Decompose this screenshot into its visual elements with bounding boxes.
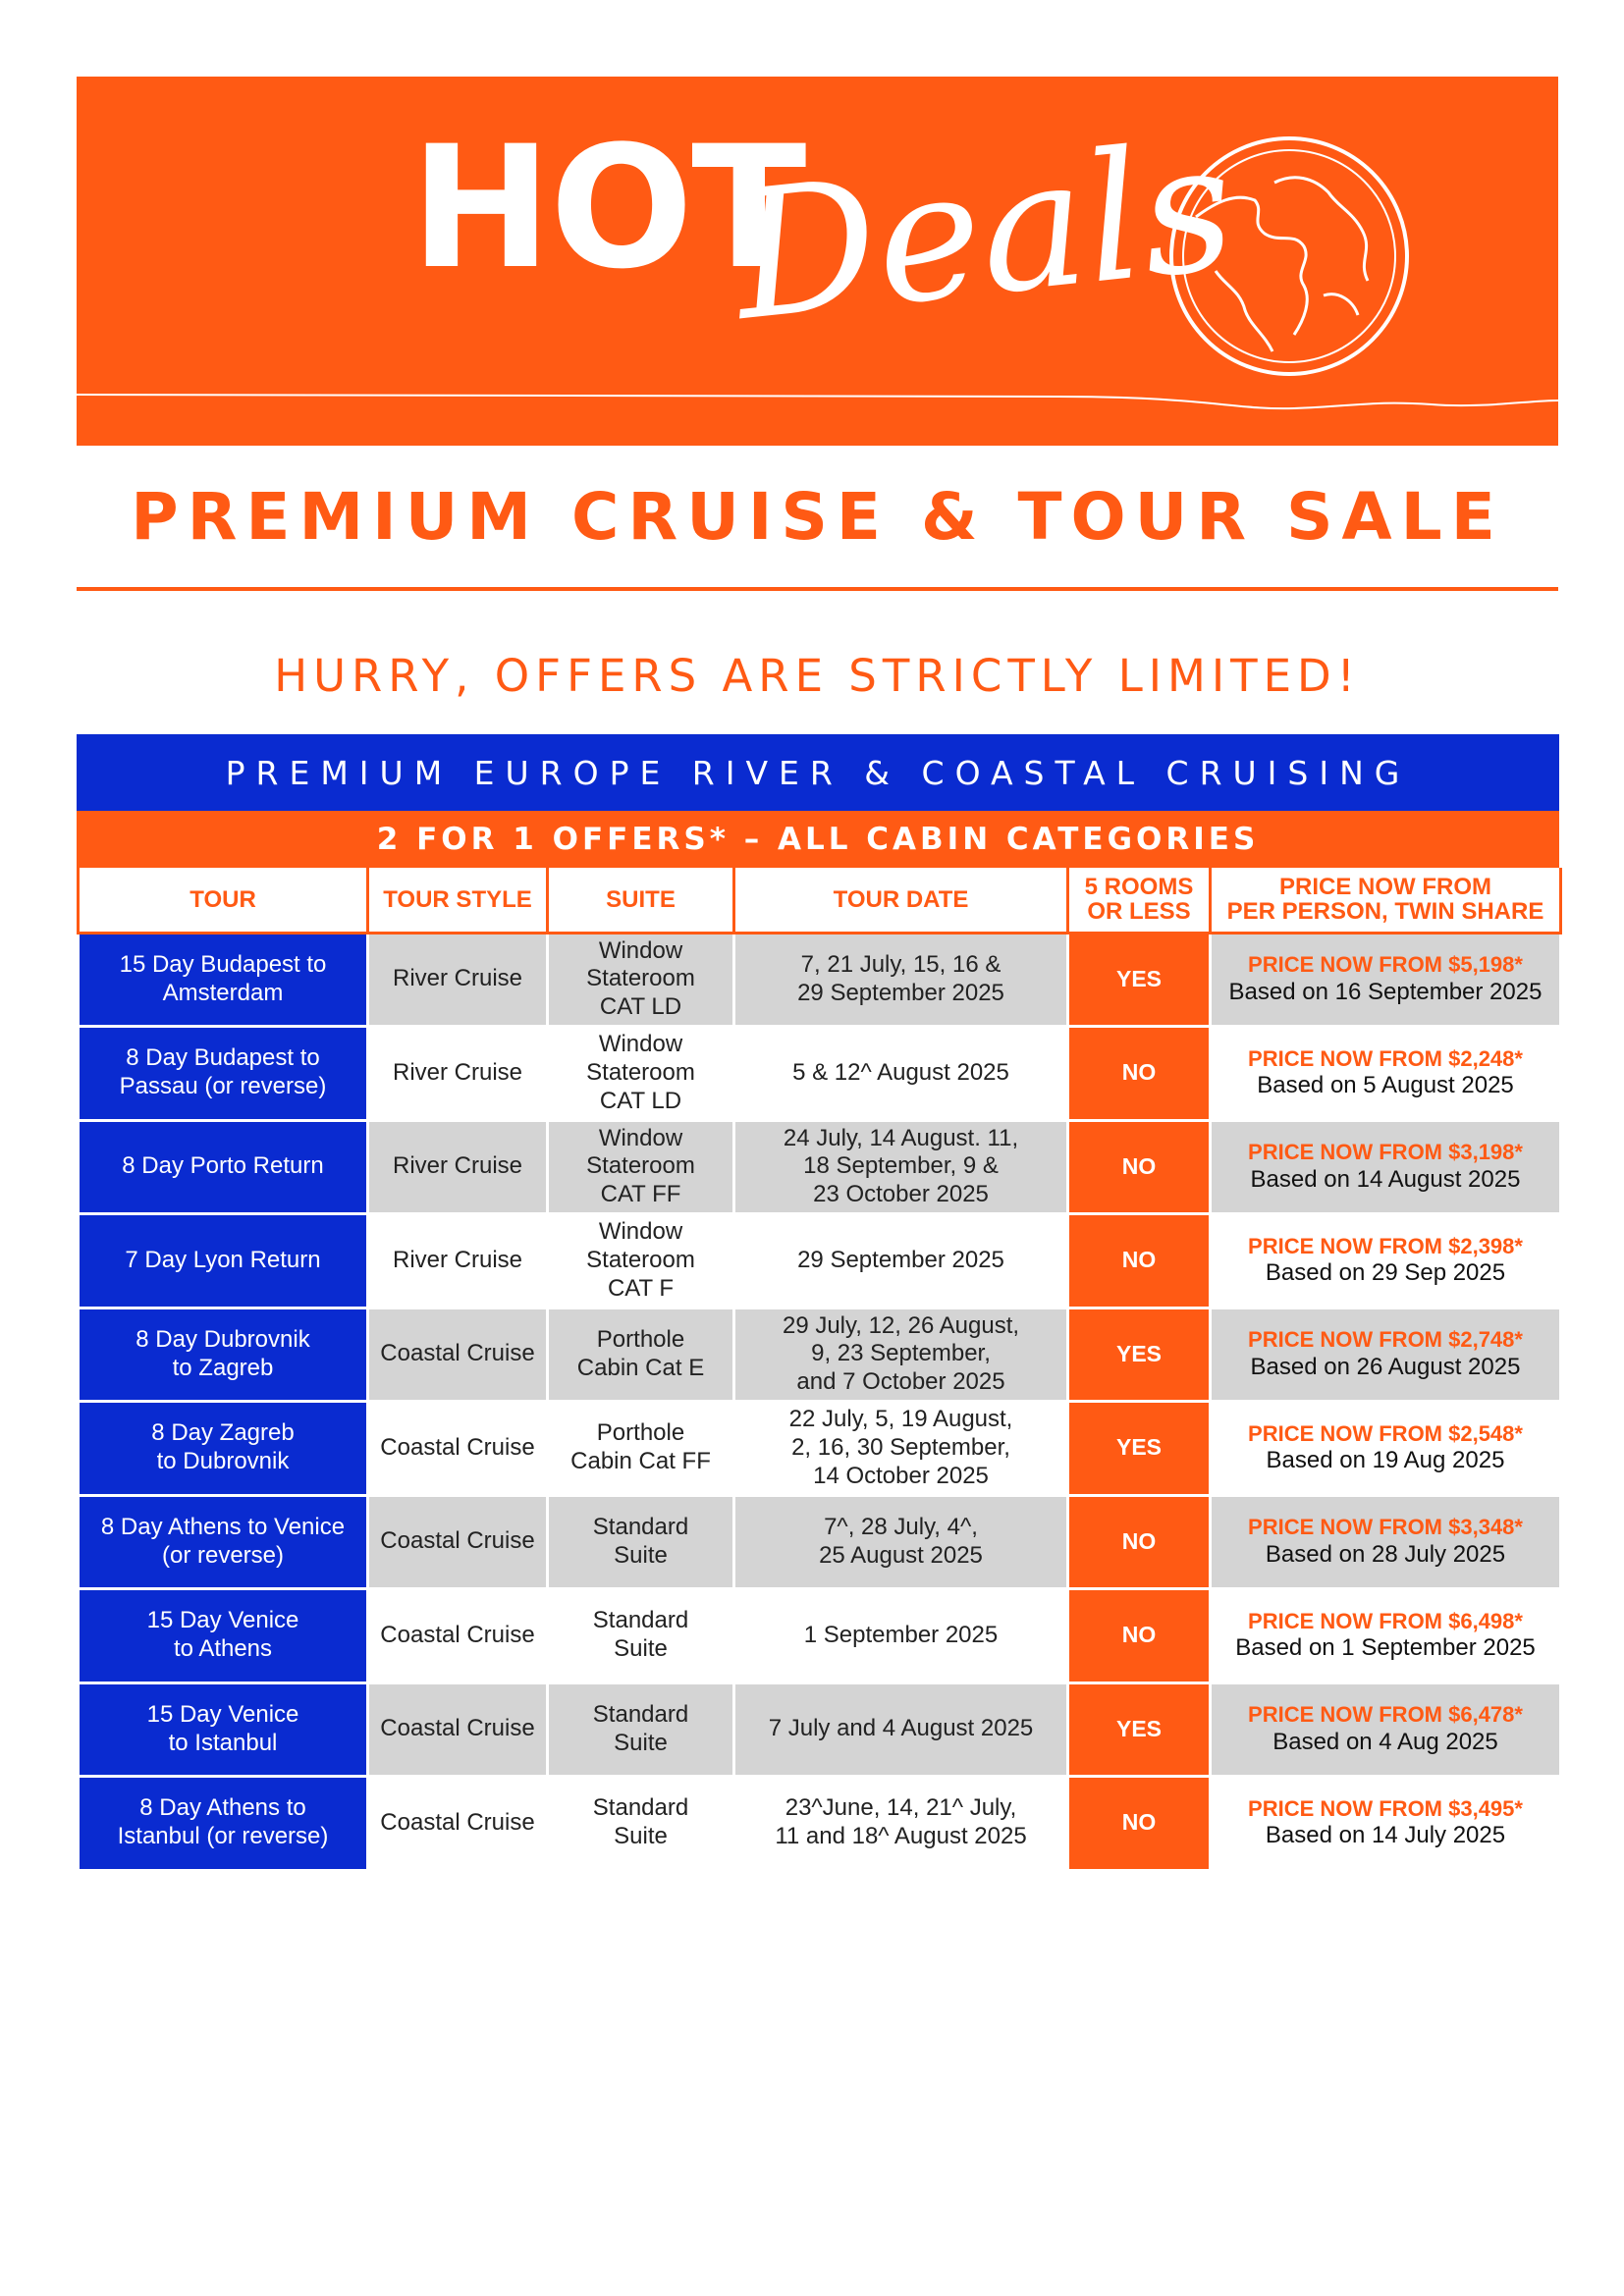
tour-name: 15 Day Venice to Istanbul xyxy=(79,1682,368,1777)
rooms-status: YES xyxy=(1068,1682,1211,1777)
price-now-from: PRICE NOW FROM $3,348* xyxy=(1248,1515,1523,1540)
tour-name: 15 Day Venice to Athens xyxy=(79,1589,368,1683)
suite: Window Stateroom CAT LD xyxy=(548,1027,734,1121)
tour-name: 15 Day Budapest to Amsterdam xyxy=(79,933,368,1027)
suite: Window Stateroom CAT LD xyxy=(548,933,734,1027)
table-row xyxy=(79,1495,1561,1589)
price-basis: Based on 26 August 2025 xyxy=(1250,1353,1521,1380)
suite: Window Stateroom CAT FF xyxy=(548,1120,734,1214)
rooms-status: NO xyxy=(1068,1027,1211,1121)
price-basis: Based on 5 August 2025 xyxy=(1257,1072,1514,1099)
tour-style: River Cruise xyxy=(368,1214,548,1308)
tour-style: River Cruise xyxy=(368,1120,548,1214)
tour-date: 23^June, 14, 21^ July, 11 and 18^ August 2025 xyxy=(734,1777,1068,1871)
tour-style: Coastal Cruise xyxy=(368,1308,548,1402)
tour-name: 8 Day Budapest to Passau (or reverse) xyxy=(79,1027,368,1121)
tour-style: River Cruise xyxy=(368,1027,548,1121)
tour-date: 1 September 2025 xyxy=(734,1589,1068,1683)
price xyxy=(1211,1120,1561,1214)
suite: Porthole Cabin Cat FF xyxy=(548,1402,734,1496)
header-rooms: 5 ROOMS OR LESS xyxy=(1068,868,1211,933)
price-basis: Based on 29 Sep 2025 xyxy=(1265,1259,1506,1287)
table-header-row xyxy=(79,868,1561,933)
tour-date: 7, 21 July, 15, 16 & 29 September 2025 xyxy=(734,933,1068,1027)
header-tour-date: TOUR DATE xyxy=(734,868,1068,933)
table-row xyxy=(79,1402,1561,1496)
table-row xyxy=(79,1589,1561,1683)
tour-name: 8 Day Porto Return xyxy=(79,1120,368,1214)
table-title: PREMIUM EUROPE RIVER & COASTAL CRUISING xyxy=(77,734,1559,811)
suite: Standard Suite xyxy=(548,1682,734,1777)
price-basis: Based on 4 Aug 2025 xyxy=(1272,1728,1498,1755)
price xyxy=(1211,933,1561,1027)
price-basis: Based on 19 Aug 2025 xyxy=(1266,1447,1505,1474)
tour-date: 24 July, 14 August. 11, 18 September, 9 & 23 October 2025 xyxy=(734,1120,1068,1214)
rooms-status: NO xyxy=(1068,1214,1211,1308)
tour-date: 5 & 12^ August 2025 xyxy=(734,1027,1068,1121)
price-now-from: PRICE NOW FROM $6,478* xyxy=(1248,1702,1523,1728)
decorative-line xyxy=(77,371,1558,430)
tour-date: 7^, 28 July, 4^, 25 August 2025 xyxy=(734,1495,1068,1589)
tour-date: 22 July, 5, 19 August, 2, 16, 30 September, 14 October 2025 xyxy=(734,1402,1068,1496)
price-basis: Based on 14 July 2025 xyxy=(1265,1822,1506,1849)
tour-date: 29 July, 12, 26 August, 9, 23 September, and 7 October 2025 xyxy=(734,1308,1068,1402)
tour-style: Coastal Cruise xyxy=(368,1682,548,1777)
tour-name: 8 Day Zagreb to Dubrovnik xyxy=(79,1402,368,1496)
suite: Standard Suite xyxy=(548,1495,734,1589)
table-row xyxy=(79,1214,1561,1308)
deals-script-heading: Deals xyxy=(725,103,1243,360)
price xyxy=(1211,1402,1561,1496)
price-now-from: PRICE NOW FROM $2,548* xyxy=(1248,1420,1523,1446)
price xyxy=(1211,1589,1561,1683)
price-basis: Based on 1 September 2025 xyxy=(1235,1634,1536,1662)
price-now-from: PRICE NOW FROM $6,498* xyxy=(1248,1608,1523,1633)
tour-style: Coastal Cruise xyxy=(368,1402,548,1496)
table-row xyxy=(79,933,1561,1027)
tour-name: 7 Day Lyon Return xyxy=(79,1214,368,1308)
price xyxy=(1211,1308,1561,1402)
price-now-from: PRICE NOW FROM $3,495* xyxy=(1248,1795,1523,1821)
hot-deals-banner xyxy=(77,77,1558,446)
price xyxy=(1211,1777,1561,1871)
price-now-from: PRICE NOW FROM $3,198* xyxy=(1248,1140,1523,1165)
tour-date: 7 July and 4 August 2025 xyxy=(734,1682,1068,1777)
tour-date: 29 September 2025 xyxy=(734,1214,1068,1308)
limited-offer-notice: HURRY, OFFERS ARE STRICTLY LIMITED! xyxy=(274,650,1361,702)
suite: Window Stateroom CAT F xyxy=(548,1214,734,1308)
table-row xyxy=(79,1777,1561,1871)
tour-style: Coastal Cruise xyxy=(368,1589,548,1683)
rooms-status: YES xyxy=(1068,933,1211,1027)
table-row xyxy=(79,1682,1561,1777)
tour-style: Coastal Cruise xyxy=(368,1777,548,1871)
rooms-status: NO xyxy=(1068,1495,1211,1589)
price-basis: Based on 14 August 2025 xyxy=(1250,1165,1521,1193)
table-row xyxy=(79,1120,1561,1214)
rooms-status: NO xyxy=(1068,1120,1211,1214)
table-subtitle: 2 FOR 1 OFFERS* – ALL CABIN CATEGORIES xyxy=(77,811,1559,868)
header-tour-style: TOUR STYLE xyxy=(368,868,548,933)
price-now-from: PRICE NOW FROM $5,198* xyxy=(1248,952,1523,978)
header-tour: TOUR xyxy=(79,868,368,933)
rooms-status: NO xyxy=(1068,1589,1211,1683)
price-basis: Based on 16 September 2025 xyxy=(1228,978,1543,1005)
suite: Porthole Cabin Cat E xyxy=(548,1308,734,1402)
price xyxy=(1211,1214,1561,1308)
rooms-status: NO xyxy=(1068,1777,1211,1871)
rooms-status: YES xyxy=(1068,1402,1211,1496)
price xyxy=(1211,1495,1561,1589)
header-suite: SUITE xyxy=(548,868,734,933)
globe-icon xyxy=(1157,124,1422,389)
table-row xyxy=(79,1308,1561,1402)
price-now-from: PRICE NOW FROM $2,248* xyxy=(1248,1045,1523,1071)
tour-style: River Cruise xyxy=(368,933,548,1027)
price xyxy=(1211,1027,1561,1121)
price xyxy=(1211,1682,1561,1777)
hot-heading: HOT xyxy=(410,109,805,306)
price-now-from: PRICE NOW FROM $2,398* xyxy=(1248,1233,1523,1258)
tour-name: 8 Day Athens to Istanbul (or reverse) xyxy=(79,1777,368,1871)
sale-title: PREMIUM CRUISE & TOUR SALE xyxy=(131,479,1504,555)
suite: Standard Suite xyxy=(548,1777,734,1871)
deals-table xyxy=(77,734,1559,1872)
tour-name: 8 Day Athens to Venice (or reverse) xyxy=(79,1495,368,1589)
header-price: PRICE NOW FROM PER PERSON, TWIN SHARE xyxy=(1211,868,1561,933)
rooms-status: YES xyxy=(1068,1308,1211,1402)
price-now-from: PRICE NOW FROM $2,748* xyxy=(1248,1327,1523,1353)
divider xyxy=(77,587,1558,591)
tour-name: 8 Day Dubrovnik to Zagreb xyxy=(79,1308,368,1402)
table-row xyxy=(79,1027,1561,1121)
price-basis: Based on 28 July 2025 xyxy=(1265,1540,1506,1568)
suite: Standard Suite xyxy=(548,1589,734,1683)
tour-style: Coastal Cruise xyxy=(368,1495,548,1589)
